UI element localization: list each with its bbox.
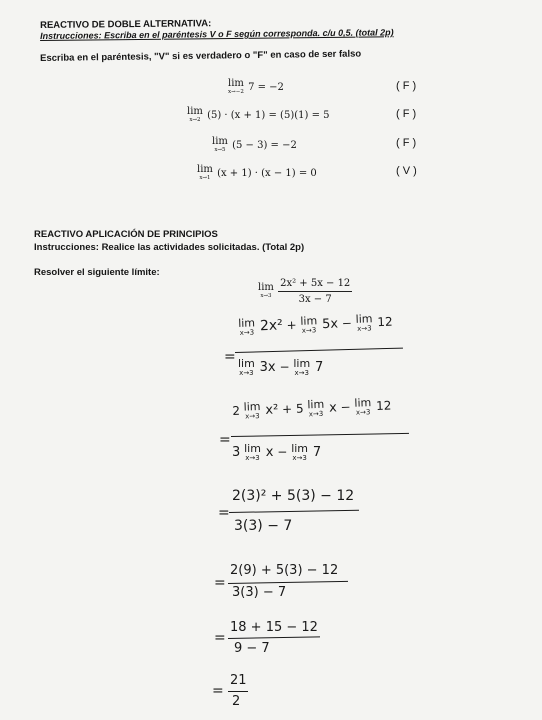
term: 5x xyxy=(321,316,339,333)
tf-expression: (5) · (x + 1) = (5)(1) = 5 xyxy=(207,109,330,121)
tf-answer-3: ( F ) xyxy=(396,137,417,149)
tf-item-4 xyxy=(197,165,317,182)
equals-sign-5: = xyxy=(214,630,226,646)
section1-title: REACTIVO DE DOBLE ALTERNATIVA: xyxy=(40,18,212,31)
term: 3x xyxy=(259,360,276,375)
term: x² xyxy=(265,402,279,418)
coefficient: 3 xyxy=(232,445,241,460)
operator: − xyxy=(279,360,290,374)
lim-word: lim xyxy=(307,397,325,412)
step2-denominator xyxy=(232,443,321,462)
lim-word: lim xyxy=(355,312,373,326)
step5-numerator: 18 + 15 − 12 xyxy=(230,620,318,635)
step3-denominator: 3(3) − 7 xyxy=(234,518,293,534)
lim-word: lim xyxy=(197,164,213,175)
tf-answer-4: ( V ) xyxy=(396,165,417,177)
problem-numerator: 2x² + 5x − 12 xyxy=(278,278,352,292)
problem-denominator: 3x − 7 xyxy=(298,294,332,305)
tf-item-3 xyxy=(212,137,297,154)
fraction-bar xyxy=(229,510,359,513)
lim-word: lim xyxy=(243,400,261,414)
tf-expression: (x + 1) · (x − 1) = 0 xyxy=(217,167,317,179)
term: 12 xyxy=(375,398,392,413)
term: 7 xyxy=(312,445,322,460)
fraction-bar xyxy=(228,581,348,584)
operator: − xyxy=(277,445,288,459)
operator: + xyxy=(286,317,297,333)
section1-subtitle: Escriba en el paréntesis, "V" si es verdadero o "F" en caso de ser falso xyxy=(40,48,362,64)
section2-title: REACTIVO APLICACIÓN DE PRINCIPIOS xyxy=(34,229,218,240)
tf-answer-1: ( F ) xyxy=(396,80,417,92)
operator: − xyxy=(340,399,351,415)
coefficient: 2 xyxy=(232,403,241,418)
lim-word: lim xyxy=(237,316,256,330)
fraction-bar xyxy=(228,691,248,692)
step2-numerator xyxy=(232,396,392,421)
fraction-bar xyxy=(231,433,409,437)
fraction-bar xyxy=(228,636,320,639)
lim-word: lim xyxy=(228,78,244,89)
step4-denominator: 3(3) − 7 xyxy=(232,585,287,600)
tf-answer-2: ( F ) xyxy=(396,108,417,120)
lim-subscript: x→3 xyxy=(308,409,324,419)
lim-word: lim xyxy=(293,357,311,370)
tf-item-2 xyxy=(187,107,330,124)
lim-subscript: x→1 xyxy=(199,175,211,181)
limit-problem xyxy=(258,278,352,305)
step5-denominator: 9 − 7 xyxy=(234,641,270,656)
equals-sign-6: = xyxy=(212,683,224,699)
lim-word: lim xyxy=(244,442,261,455)
lim-word: lim xyxy=(212,136,228,147)
section2-instructions: Instrucciones: Realice las actividades solicitadas. (Total 2p) xyxy=(34,242,305,253)
lim-word: lim xyxy=(258,282,274,294)
lim-word: lim xyxy=(354,396,372,410)
lim-subscript: x→3 xyxy=(239,369,254,377)
section1-instructions: Instrucciones: Escriba en el paréntesis V o F según corresponda. c/u 0,5. (total 2p) xyxy=(40,27,394,41)
lim-subscript: x→3 xyxy=(301,326,317,335)
equals-sign-3: = xyxy=(218,505,230,521)
lim-word: lim xyxy=(238,357,255,370)
equals-sign-4: = xyxy=(214,575,226,591)
lim-subscript: x→3 xyxy=(357,324,372,333)
tf-item-1 xyxy=(228,79,284,96)
step6-denominator: 2 xyxy=(232,694,241,709)
lim-word: lim xyxy=(291,442,309,455)
term: x xyxy=(328,400,338,416)
term: x xyxy=(265,445,274,460)
term: 12 xyxy=(377,314,393,330)
lim-subscript: x→−2 xyxy=(228,89,244,95)
lim-word: lim xyxy=(300,314,318,328)
step6-numerator: 21 xyxy=(230,673,247,688)
lim-subscript: x→3 xyxy=(294,369,309,377)
tf-expression: 7 = −2 xyxy=(248,81,284,93)
section2-prompt: Resolver el siguiente límite: xyxy=(34,267,160,278)
lim-subscript: x→3 xyxy=(355,408,371,417)
lim-subscript: x→3 xyxy=(292,454,307,462)
term: 2x² xyxy=(259,317,284,335)
term: 7 xyxy=(315,360,324,375)
lim-word: lim xyxy=(187,106,203,117)
equals-sign-2: = xyxy=(219,432,231,448)
step4-numerator: 2(9) + 5(3) − 12 xyxy=(230,563,339,578)
fraction-bar xyxy=(235,348,403,353)
lim-subscript: x→3 xyxy=(245,412,260,421)
step1-denominator xyxy=(238,358,323,377)
lim-subscript: x→3 xyxy=(260,293,272,300)
coefficient: + 5 xyxy=(281,401,304,417)
equals-sign-1: = xyxy=(224,349,236,365)
lim-subscript: x→5 xyxy=(214,147,226,153)
step1-numerator xyxy=(238,313,393,337)
step3-numerator: 2(3)² + 5(3) − 12 xyxy=(232,488,355,504)
lim-subscript: x→3 xyxy=(239,328,255,337)
operator: − xyxy=(341,316,353,331)
lim-subscript: x→3 xyxy=(245,454,260,462)
tf-expression: (5 − 3) = −2 xyxy=(232,139,297,151)
lim-subscript: x→2 xyxy=(189,117,201,123)
